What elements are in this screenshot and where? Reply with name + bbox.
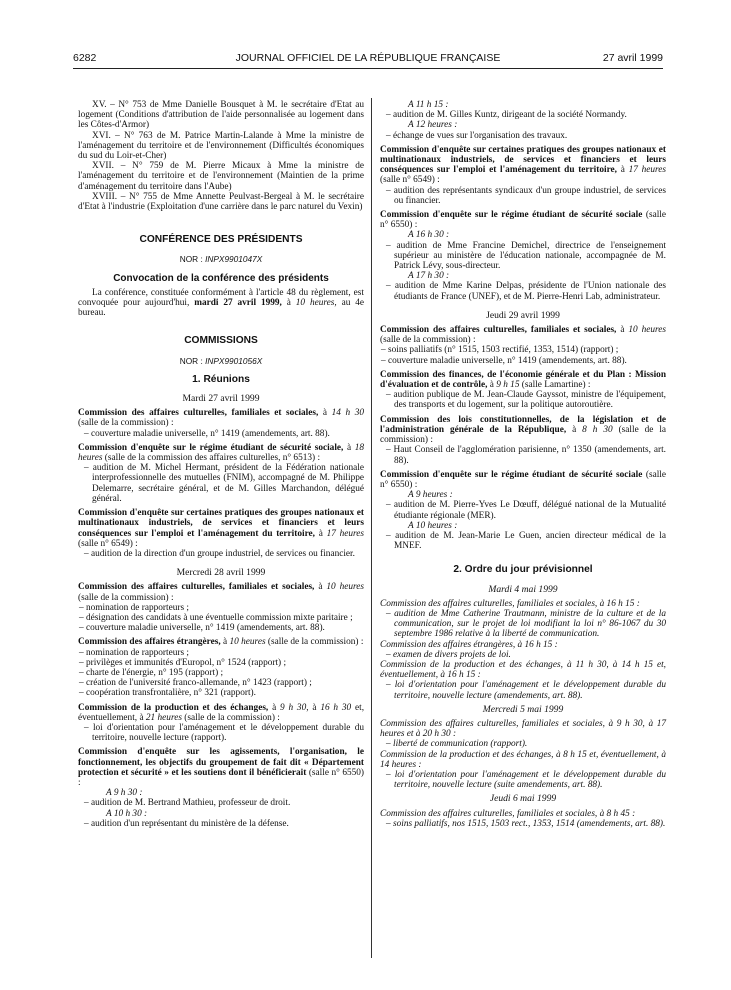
time-slot: A 10 h 30 : <box>106 808 148 819</box>
commission-heading: Commission des affaires culturelles, familiales et sociales, à 14 h 30 (salle de la commission) : <box>78 408 365 429</box>
agenda-item: – loi d'orientation pour l'aménagement et le développement durable du territoire, nouvelle lecture (amendements, art. 88). <box>380 680 666 700</box>
time-slot: A 11 h 15 : <box>408 100 449 110</box>
agenda-item: – audition des représentants syndicaux d'un groupe industriel, de services ou financier. <box>380 186 666 206</box>
agenda-item: – audition de la direction d'un groupe industriel, de services ou financier. <box>78 549 364 559</box>
page-header <box>73 50 663 69</box>
question-item: XVI. – N° 763 de M. Patrice Martin-Lalande à Mme la ministre de l'aménagement du territoire et de l'environnement (Difficultés économiques du sud du Loir-et-Cher) <box>78 130 364 162</box>
agenda-item: – soins palliatifs (n° 1515, 1503 rectifié, 1353, 1514) (rapport) ; <box>380 345 666 355</box>
agenda-item: – désignation des candidats à une éventuelle commission mixte paritaire ; <box>78 613 364 623</box>
time-slot: A 9 heures : <box>408 490 453 501</box>
agenda-item: – liberté de communication (rapport). <box>380 739 666 749</box>
commission-heading: Commission des affaires culturelles, familiales et sociales, à 8 h 45 : <box>380 808 636 819</box>
agenda-item: – nomination de rapporteurs ; <box>78 603 364 613</box>
question-item: XVII. – N° 759 de M. Pierre Micaux à Mme la ministre de l'aménagement du territoire et de l'environnement (Maintien de la prime d'aménagement du territoire dans l'Aube) <box>78 161 364 192</box>
agenda-item: – audition de Mme Catherine Trautmann, ministre de la culture et de la communication, sur le projet de loi modifiant la loi n° 86-1067 du 30 septembre 1986 relative à la liberté de communication. <box>380 609 666 640</box>
agenda-item: – audition publique de M. Jean-Claude Gayssot, ministre de l'équipement, des transports et du logement, sur la politique autoroutière. <box>380 390 666 410</box>
agenda-item: – audition de Mme Karine Delpas, présidente de l'Union nationale des étudiants de France (UNEF), et de M. Pierre-Henri Lab, administrateur. <box>380 281 666 301</box>
question-item: XV. – N° 753 de Mme Danielle Bousquet à M. le secrétaire d'Etat au logement (Conditions d'attribution de l'aide personnalisée au logement dans les Côtes-d'Armor) <box>78 100 364 131</box>
conference-title: CONFÉRENCE DES PRÉSIDENTS <box>139 234 303 246</box>
agenda-item: – échange de vues sur l'organisation des travaux. <box>380 131 666 141</box>
agenda-item: – couverture maladie universelle, n° 1419 (amendements, art. 88). <box>78 429 364 439</box>
agenda-item: – privilèges et immunités d'Europol, n° 1524 (rapport) ; <box>78 658 364 668</box>
agenda-item: – examen de divers projets de loi. <box>380 650 666 660</box>
commission-heading: Commission de la production et des échanges, à 11 h 30, à 14 h 15 et, éventuellement, à 16 h 15 : <box>380 659 666 681</box>
time-slot: A 17 h 30 : <box>408 271 450 282</box>
commissions-nor: NOR : INPX9901056X <box>179 355 263 366</box>
conference-nor: NOR : INPX9901047X <box>179 254 263 265</box>
convocation-text: La conférence, constituée conformément à l'article 48 du règlement, est convoquée pour aujourd'hui, mardi 27 avril 1999, à 10 heures, au 4e bureau. <box>78 287 365 319</box>
agenda-item: – audition de M. Bertrand Mathieu, professeur de droit. <box>78 798 364 808</box>
commission-heading: Commission de la production et des échanges, à 9 h 30, à 16 h 30 et, éventuellement, à 21 heures (salle de la commission) : <box>78 702 365 723</box>
agenda-item: – loi d'orientation pour l'aménagement et le développement durable du territoire, nouvelle lecture (suite amendements, art. 88). <box>380 770 666 790</box>
date-heading: Jeudi 29 avril 1999 <box>486 309 560 321</box>
commission-heading: Commission d'enquête sur certaines pratiques des groupes nationaux et multinationaux industriels, de services et financiers et leurs conséquences sur l'emploi et l'aménagement du territoire, à 17 heures (salle n° 6549) : <box>380 144 667 186</box>
reunions-title: 1. Réunions <box>192 373 250 385</box>
date-heading: Jeudi 6 mai 1999 <box>489 793 557 805</box>
agenda-item: – audition de M. Michel Hermant, président de la Fédération nationale interprofessionnelle des mutuelles (FNIM), accompagné de M. Philippe Delemarre, secrétaire général, et de M. Gilles Marchandon, délégué général. <box>78 463 364 504</box>
agenda-item: – loi d'orientation pour l'aménagement et le développement durable du territoire, nouvelle lecture (rapport). <box>78 723 364 743</box>
agenda-item: – audition de M. Gilles Kuntz, dirigeant de la société Normandy. <box>380 110 666 120</box>
commission-heading: Commission d'enquête sur le régime étudiant de sécurité sociale (salle n° 6550) : <box>380 210 666 231</box>
commission-heading: Commission de la production et des échanges, à 8 h 15 et, éventuellement, à 14 heures : <box>380 749 666 770</box>
agenda-item: – nomination de rapporteurs ; <box>78 648 364 658</box>
commission-heading: Commission des affaires culturelles, familiales et sociales, à 10 heures (salle de la commission) : <box>380 325 667 346</box>
convocation-title: Convocation de la conférence des présidents <box>113 272 329 284</box>
commission-heading: Commission des affaires culturelles, familiales et sociales, à 16 h 15 : <box>380 598 640 609</box>
agenda-item: – Haut Conseil de l'agglomération parisienne, n° 1350 (amendements, art. 88). <box>380 445 666 465</box>
date-heading: Mardi 4 mai 1999 <box>488 583 558 595</box>
left-column <box>78 100 364 829</box>
ordre-du-jour-title: 2. Ordre du jour prévisionnel <box>453 564 593 576</box>
agenda-item: – audition de M. Jean-Marie Le Guen, ancien directeur médical de la MNEF. <box>380 531 666 551</box>
time-slot: A 12 heures : <box>408 120 458 131</box>
date-heading: Mardi 27 avril 1999 <box>182 393 260 405</box>
date-heading: Mercredi 28 avril 1999 <box>176 567 266 579</box>
commission-heading: Commission d'enquête sur certaines pratiques des groupes nationaux et multinationaux industriels, de services et financiers et leurs conséquences sur l'emploi et l'aménagement du territoire, à 17 heures (salle n° 6549) : <box>78 508 365 549</box>
commission-heading: Commission d'enquête sur les agissements, l'organisation, le fonctionnement, les objectifs du groupement de fait dit « Département protection et sécurité » et les soutiens dont il bénéficierait (salle n° 6550) : <box>78 747 365 788</box>
page-number: 6282 <box>73 52 97 64</box>
commissions-title: COMMISSIONS <box>184 335 258 347</box>
commission-heading: Commission d'enquête sur le régime étudiant de sécurité sociale (salle n° 6550) : <box>380 469 666 490</box>
issue-date: 27 avril 1999 <box>602 52 663 64</box>
column-divider <box>371 98 372 958</box>
commission-heading: Commission des lois constitutionnelles, de la législation et de l'administration générale de la République, à 8 h 30 (salle de la commission) : <box>380 414 667 446</box>
commission-heading: Commission des affaires étrangères, à 16 h 15 : <box>380 639 558 650</box>
agenda-item: – audition de M. Pierre-Yves Le Dœuff, délégué national de la Mutualité étudiante régionale (MER). <box>380 500 666 520</box>
commission-heading: Commission des affaires culturelles, familiales et sociales, à 9 h 30, à 17 heures et à 20 h 30 : <box>380 718 666 740</box>
time-slot: A 16 h 30 : <box>408 230 450 241</box>
question-item: XVIII. – N° 755 de Mme Annette Peulvast-Bergeal à M. le secrétaire d'Etat à l'industrie (Exploitation d'une carrière dans le parc naturel du Vexin) <box>78 191 364 213</box>
time-slot: A 9 h 30 : <box>106 788 143 799</box>
agenda-item: – coopération transfrontalière, n° 321 (rapport). <box>78 688 364 698</box>
agenda-item: – audition d'un représentant du ministère de la défense. <box>78 819 364 829</box>
agenda-item: – soins palliatifs, nos 1515, 1503 rect., 1353, 1514 (amendements, art. 88). <box>380 819 666 829</box>
commission-heading: Commission des affaires culturelles, familiales et sociales, à 10 heures (salle de la commission) : <box>78 582 365 603</box>
agenda-item: – création de l'université franco-allemande, n° 1423 (rapport) ; <box>78 678 364 688</box>
agenda-item: – audition de Mme Francine Demichel, directrice de l'enseignement supérieur au ministère de l'éducation nationale, accompagnée de M. Patrick Lévy, sous-directeur. <box>380 241 666 272</box>
commission-heading: Commission des finances, de l'économie générale et du Plan : Mission d'évaluation et de contrôle, à 9 h 15 (salle Lamartine) : <box>380 369 666 391</box>
agenda-item: – couverture maladie universelle, n° 1419 (amendements, art. 88). <box>380 356 666 366</box>
agenda-item: – couverture maladie universelle, n° 1419 (amendements, art. 88). <box>78 623 364 633</box>
date-heading: Mercredi 5 mai 1999 <box>482 703 564 715</box>
journal-title: JOURNAL OFFICIEL DE LA RÉPUBLIQUE FRANÇAISE <box>235 52 501 64</box>
commission-heading: Commission des affaires étrangères, à 10 heures (salle de la commission) : <box>78 637 364 648</box>
right-column <box>380 100 666 829</box>
time-slot: A 10 heures : <box>408 520 458 531</box>
commission-heading: Commission d'enquête sur le régime étudiant de sécurité sociale, à 18 heures (salle de la commission des affaires culturelles, n° 6513) : <box>78 442 364 464</box>
agenda-item: – charte de l'énergie, n° 195 (rapport) ; <box>78 668 364 678</box>
